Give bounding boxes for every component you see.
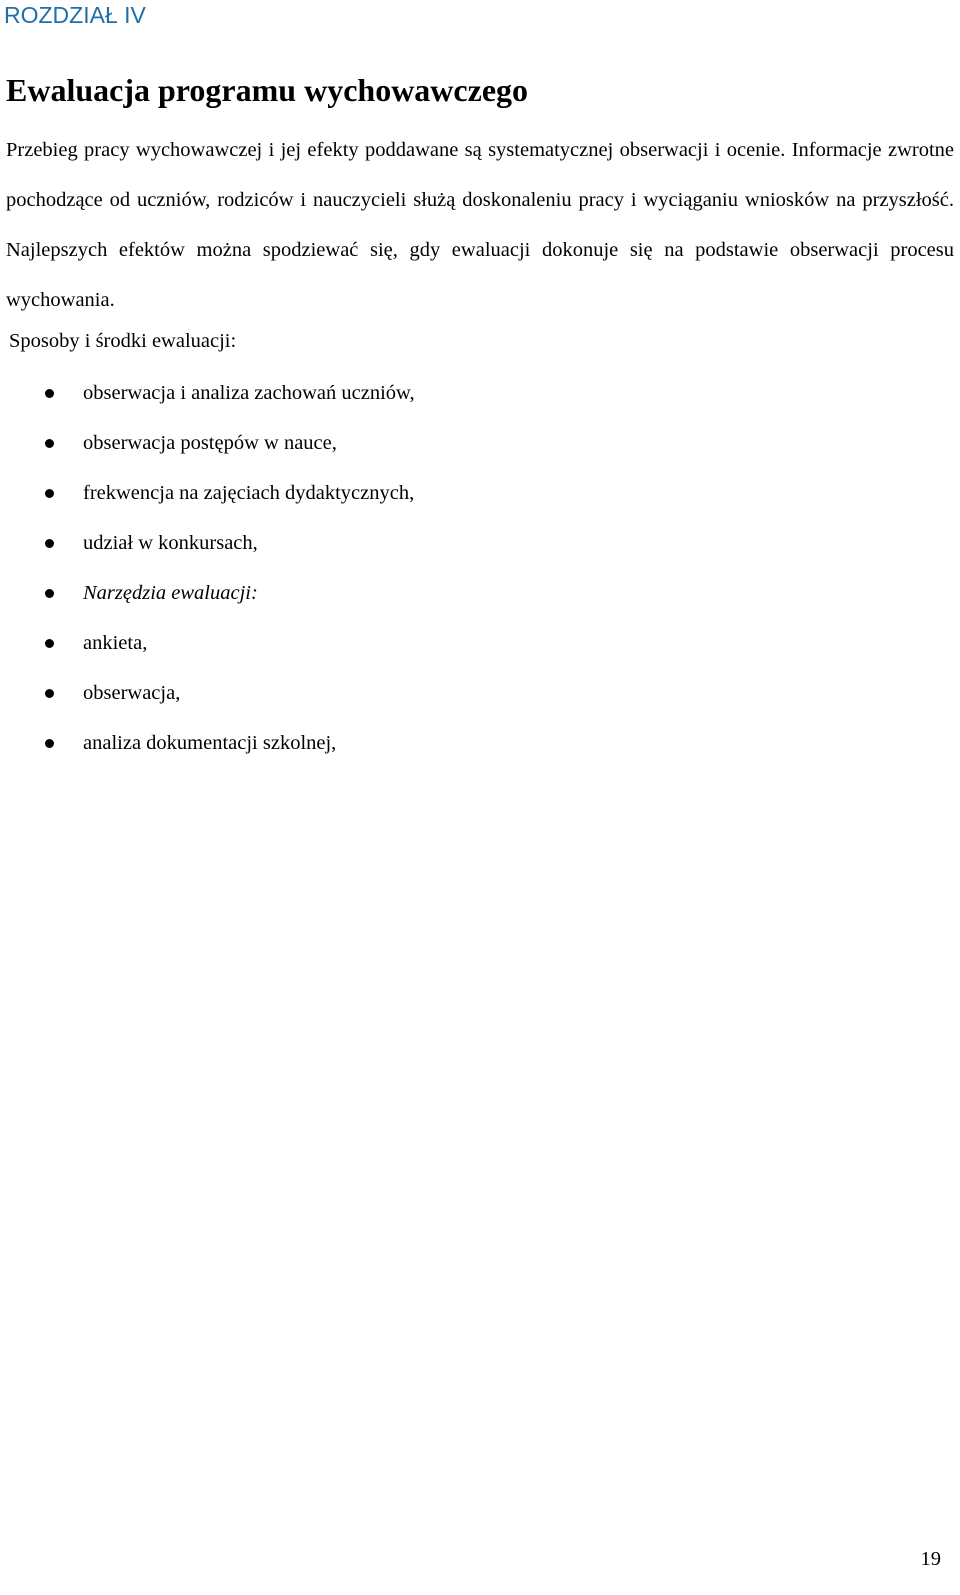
list-item-text: frekwencja na zajęciach dydaktycznych, [83, 482, 415, 504]
bullet-icon [45, 689, 54, 698]
list-item-text: obserwacja, [83, 682, 181, 704]
list-item-text: obserwacja i analiza zachowań uczniów, [83, 382, 415, 404]
bullet-icon [45, 439, 54, 448]
section-title: Ewaluacja programu wychowawczego [6, 72, 529, 108]
bullet-icon [45, 539, 54, 548]
methods-label: Sposoby i środki ewaluacji: [9, 330, 237, 352]
intro-paragraph: Przebieg pracy wychowawczej i jej efekty poddawane są systematycznej obserwacji i ocenie. Informacje zwrotne pochodzące od uczniów, rodziców i nauczycieli służą doskonaleniu pracy i wyciąganiu wniosków na przyszłość. Najlepszych efektów można spodziewać się, gdy ewaluacji dokonuje się na podstawie obserwacji procesu wychowania. [6, 139, 954, 311]
list-item-text: udział w konkursach, [83, 532, 258, 554]
chapter-heading: ROZDZIAŁ IV [4, 2, 146, 28]
list-item-text: analiza dokumentacji szkolnej, [83, 732, 337, 754]
tools-subheading: Narzędzia ewaluacji: [83, 582, 258, 604]
list-item-text: obserwacja postępów w nauce, [83, 432, 337, 454]
bullet-icon [45, 739, 54, 748]
bullet-icon [45, 639, 54, 648]
bullet-icon [45, 489, 54, 498]
bullet-icon [45, 389, 54, 398]
bullet-icon [45, 589, 54, 598]
list-item-text: ankieta, [83, 632, 148, 654]
page-number: 19 [920, 1548, 941, 1570]
